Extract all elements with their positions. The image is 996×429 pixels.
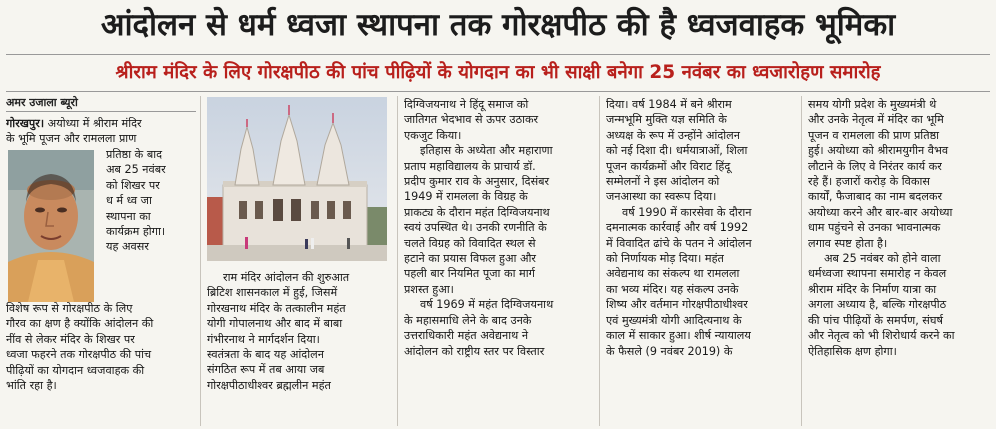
col5-line: धर्मध्वजा स्थापना समारोह न केवल	[808, 267, 947, 281]
col3-line: चलते विग्रह को विवादित स्थल से	[404, 236, 536, 250]
col1-line-1: के भूमि पूजन और रामलला प्राण	[6, 132, 137, 146]
col2-line: स्वतंत्रता के बाद यह आंदोलन	[207, 348, 324, 362]
col4-line: अवेद्यनाथ का संकल्प था रामलला	[606, 267, 740, 281]
col5-line: हुई। अयोध्या को श्रीरामयुगीन वैभव	[808, 144, 949, 158]
col2-line: गोरक्षपीठाधीश्वर ब्रह्मलीन महंत	[207, 378, 331, 392]
column-3	[404, 97, 589, 359]
col4-line: में विवादित ढांचे के पतन ने आंदोलन	[606, 236, 752, 250]
temple-photo-graphic	[207, 97, 387, 261]
col3-line: स्वयं उपस्थित थे। उनकी रणनीति के	[404, 221, 547, 235]
col2-line: गोरखनाथ मंदिर के तत्कालीन महंत	[207, 301, 346, 315]
col1-side-line: कार्यक्रम होगा।	[106, 225, 166, 239]
subheadline-rule	[6, 91, 990, 92]
portrait-photo	[8, 150, 94, 302]
column-divider	[200, 96, 201, 426]
col4-line: पूजन कार्यक्रमों और विराट हिंदू	[606, 159, 731, 173]
col1-bottom-line: विशेष रूप से गोरक्षपीठ के लिए	[6, 302, 133, 315]
col3-line: जातिगत भेदभाव से ऊपर उठाकर	[404, 113, 539, 127]
col4-line: जन्मभूमि मुक्ति यज्ञ समिति के	[606, 113, 727, 127]
col3-line: पहली बार नियमित पूजा का मार्ग	[404, 267, 535, 281]
col4-line: के फैसले (9 नवंबर 2019) के	[606, 344, 733, 358]
col2-line: राम मंदिर आंदोलन की शुरुआत	[223, 271, 350, 284]
column-divider	[599, 96, 600, 426]
headline: आंदोलन से धर्म ध्वजा स्थापना तक गोरक्षपीठ की है ध्वजवाहक भूमिका	[100, 7, 896, 43]
col4-line: दमनात्मक कार्रवाई और वर्ष 1992	[606, 221, 749, 235]
dateline-place: गोरखपुर।	[6, 117, 45, 130]
col3-line: 1949 में रामलला के विग्रह के	[404, 190, 528, 204]
col1-bottom-line: ध्वजा फहरने तक गोरक्षपीठ की पांच	[6, 348, 152, 362]
col3-line: इतिहास के अध्येता और महाराणा	[420, 144, 553, 158]
col3-line: उत्तराधिकारी महंत अवेद्यनाथ ने	[404, 329, 529, 343]
col2-line: ब्रिटिश शासनकाल में हुई, जिसमें	[207, 286, 338, 300]
col1-side-line: यह अवसर	[106, 240, 149, 254]
col5-line: कार्यों, फैजाबाद का नाम बदलकर	[808, 190, 943, 204]
col5-line: अगला अध्याय है, बल्कि गोरक्षपीठ	[808, 298, 947, 312]
col1-line-0: गोरखपुर। अयोध्या में श्रीराम मंदिर	[6, 117, 142, 130]
column-4	[606, 97, 791, 359]
col1-side-line: ध र्म ध्व जा	[106, 194, 152, 208]
col5-line: लौटाने के लिए वे निरंतर कार्य कर	[808, 159, 942, 173]
col2-line: योगी गोपालनाथ और बाद में बाबा	[207, 317, 343, 331]
col1-bottom-line: भांति रहा है।	[6, 379, 57, 393]
col5-line: धाम पहुंचने से उनका भावनात्मक	[808, 221, 941, 235]
col3-line: दिग्विजयनाथ ने हिंदू समाज को	[404, 98, 529, 111]
col5-line: लगाव स्पष्ट होता है।	[808, 236, 888, 250]
column-2	[207, 270, 387, 393]
col4-line: एवं मुख्यमंत्री योगी आदित्यनाथ के	[606, 313, 742, 327]
col4-line: जनआस्था का स्वरूप दिया।	[606, 190, 717, 204]
col5-line: ऐतिहासिक क्षण होगा।	[808, 344, 897, 358]
column-divider	[801, 96, 802, 426]
col5-line: पूजन व रामलला की प्राण प्रतिष्ठा	[808, 128, 940, 142]
subheadline: श्रीराम मंदिर के लिए गोरक्षपीठ की पांच पीढ़ियों के योगदान का भी साक्षी बनेगा 25 नवंबर का ध्वजारोहण समारोह	[115, 62, 881, 83]
col4-line: दिया। वर्ष 1984 में बने श्रीराम	[606, 98, 732, 111]
col3-line: प्रताप महाविद्यालय के प्राचार्य डॉ.	[404, 159, 536, 173]
column-divider	[397, 96, 398, 426]
col4-line: सम्मेलनों ने इस आंदोलन को	[606, 175, 720, 189]
col3-line: के महासमाधि लेने के बाद उनके	[404, 313, 532, 327]
byline: अमर उजाला ब्यूरो	[6, 96, 78, 109]
col5-line: रहे हैं। हजारों करोड़ के विकास	[808, 175, 930, 189]
column-5	[808, 97, 990, 359]
column-1-bottom	[6, 301, 196, 393]
col4-line: काल में साकार हुआ। शीर्ष न्यायालय	[606, 329, 751, 343]
col5-line: अब 25 नवंबर को होने वाला	[824, 252, 941, 266]
col3-line: प्राकट्य के दौरान महंत दिग्विजयनाथ	[404, 205, 550, 219]
column-1	[6, 116, 196, 147]
col4-line: वर्ष 1990 में कारसेवा के दौरान	[622, 205, 752, 219]
col1-bottom-line: गौरव का क्षण है क्योंकि आंदोलन की	[6, 317, 154, 331]
temple-photo	[207, 97, 387, 261]
col3-line: प्रशस्त हुआ।	[404, 282, 454, 296]
col4-line: को निर्णायक मोड़ दिया। महंत	[606, 252, 724, 266]
col3-line: हटाने का प्रयास विफल हुआ और	[404, 252, 536, 266]
column-1-side	[106, 147, 196, 255]
col2-line: संगठित रूप में तब आया जब	[207, 363, 325, 377]
col5-line: और नेतृत्व को भी शिरोधार्य करने का	[808, 329, 955, 343]
col3-line: आंदोलन को राष्ट्रीय स्तर पर विस्तार	[404, 344, 545, 358]
col3-line: वर्ष 1969 में महंत दिग्विजयनाथ	[420, 298, 554, 312]
col3-line: एकजुट किया।	[404, 128, 462, 142]
col4-line: शिष्य और वर्तमान गोरक्षपीठाधीश्वर	[606, 298, 748, 312]
col5-line: और उनके नेतृत्व में मंदिर का भूमि	[808, 113, 944, 127]
portrait-photo-graphic	[8, 150, 94, 302]
col4-line: को नई दिशा दी। धर्मयात्राओं, शिला	[606, 144, 748, 158]
col1-side-line: स्थापना का	[106, 209, 151, 223]
col1-side-line: प्रतिष्ठा के बाद	[106, 148, 163, 161]
col1-side-line: को शिखर पर	[106, 178, 160, 192]
col5-line: अयोध्या करने और बार-बार अयोध्या	[808, 205, 953, 219]
col5-line: समय योगी प्रदेश के मुख्यमंत्री थे	[808, 98, 937, 111]
col5-line: श्रीराम मंदिर के निर्माण यात्रा का	[808, 282, 937, 296]
col2-line: गंभीरनाथ ने मार्गदर्शन दिया।	[207, 332, 320, 346]
col1-bottom-line: नींव से लेकर मंदिर के शिखर पर	[6, 332, 135, 346]
col1-bottom-line: पीढ़ियों का योगदान ध्वजवाहक की	[6, 363, 145, 377]
col3-line: प्रदीप कुमार राव के अनुसार, दिसंबर	[404, 175, 550, 189]
col1-side-line: अब 25 नवंबर	[106, 163, 166, 177]
col4-line: अध्यक्ष के रूप में उन्होंने आंदोलन	[606, 128, 740, 142]
headline-rule	[6, 54, 990, 55]
col4-line: का भव्य मंदिर। यह संकल्प उनके	[606, 282, 739, 296]
byline-rule	[6, 111, 196, 112]
col5-line: की पांच पीढ़ियों के समर्पण, संघर्ष	[808, 313, 943, 327]
